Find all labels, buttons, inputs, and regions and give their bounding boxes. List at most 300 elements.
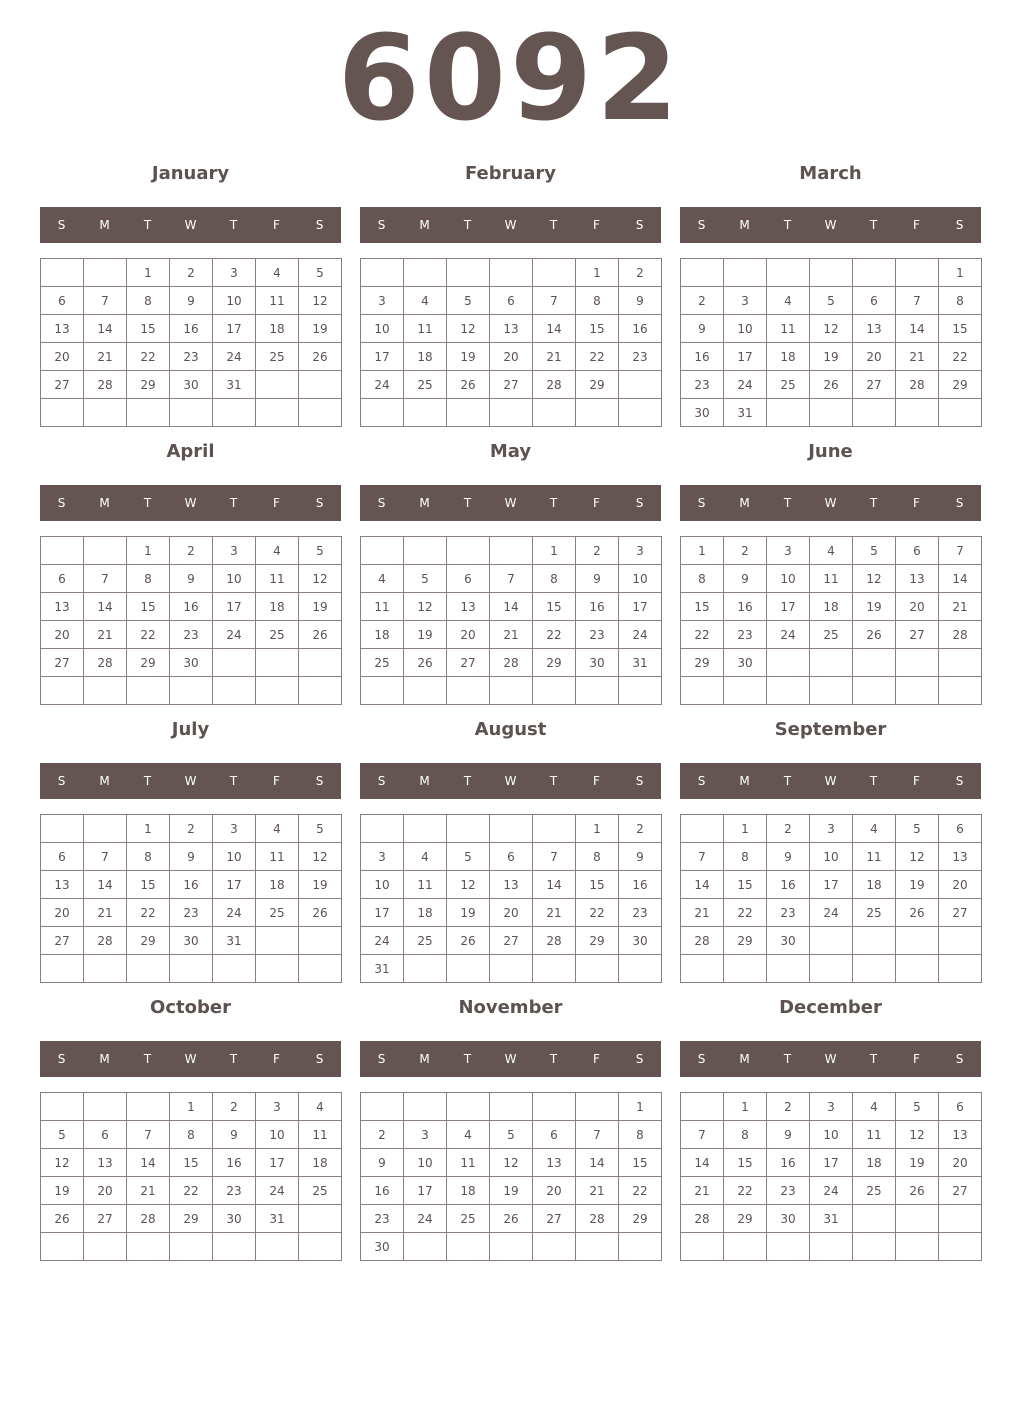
weekday-label: W <box>184 774 197 788</box>
day-cell <box>213 677 256 705</box>
day-cell: 10 <box>724 315 767 343</box>
weekday-label: S <box>635 218 644 232</box>
day-cell <box>896 1233 939 1261</box>
day-cell <box>490 1093 533 1121</box>
day-cell: 10 <box>213 565 256 593</box>
day-cell <box>896 677 939 705</box>
weekday-label: T <box>143 496 152 510</box>
day-cell <box>853 649 896 677</box>
week-row <box>41 343 342 371</box>
month-name: January <box>151 163 230 184</box>
day-cell <box>127 1093 170 1121</box>
day-cell <box>896 399 939 427</box>
day-cell: 16 <box>170 593 213 621</box>
day-cell: 6 <box>41 843 84 871</box>
weekday-label: W <box>504 218 517 232</box>
week-row <box>361 1093 662 1121</box>
weekday-label: T <box>549 218 558 232</box>
day-cell: 9 <box>170 287 213 315</box>
week-row <box>361 1177 662 1205</box>
day-cell <box>853 927 896 955</box>
day-cell: 22 <box>681 621 724 649</box>
day-cell: 18 <box>256 871 299 899</box>
day-cell: 5 <box>896 815 939 843</box>
day-cell: 6 <box>41 287 84 315</box>
day-cell <box>447 815 490 843</box>
day-cell: 17 <box>810 1149 853 1177</box>
day-cell: 5 <box>490 1121 533 1149</box>
day-cell: 6 <box>939 1093 982 1121</box>
day-cell <box>939 955 982 983</box>
day-cell <box>896 955 939 983</box>
day-cell <box>490 399 533 427</box>
day-cell <box>853 677 896 705</box>
day-cell: 23 <box>619 899 662 927</box>
day-cell: 5 <box>810 287 853 315</box>
day-cell: 26 <box>41 1205 84 1233</box>
day-cell: 10 <box>810 843 853 871</box>
day-cell: 17 <box>213 315 256 343</box>
weekday-label: M <box>99 496 110 510</box>
day-cell: 16 <box>213 1149 256 1177</box>
day-cell: 12 <box>299 843 342 871</box>
day-cell: 27 <box>84 1205 127 1233</box>
day-grid <box>680 536 982 705</box>
day-cell: 28 <box>84 649 127 677</box>
day-cell <box>533 677 576 705</box>
week-row <box>681 1205 982 1233</box>
day-cell <box>84 1233 127 1261</box>
weekday-label: S <box>57 1052 66 1066</box>
day-cell: 16 <box>767 871 810 899</box>
weekday-header <box>40 207 341 243</box>
day-cell <box>41 399 84 427</box>
day-cell: 5 <box>41 1121 84 1149</box>
day-cell: 13 <box>490 871 533 899</box>
day-cell: 1 <box>576 815 619 843</box>
day-cell <box>404 677 447 705</box>
day-cell: 6 <box>41 565 84 593</box>
weekday-label: T <box>229 218 238 232</box>
day-cell: 14 <box>490 593 533 621</box>
day-cell: 5 <box>299 815 342 843</box>
day-cell: 22 <box>127 621 170 649</box>
weekday-label: F <box>273 774 280 788</box>
day-cell <box>490 1233 533 1261</box>
day-cell: 11 <box>256 565 299 593</box>
day-cell: 28 <box>84 927 127 955</box>
day-cell: 17 <box>404 1177 447 1205</box>
weekday-label: S <box>377 496 386 510</box>
day-cell <box>810 399 853 427</box>
day-cell: 1 <box>127 537 170 565</box>
weekday-label: M <box>99 218 110 232</box>
day-cell: 21 <box>84 343 127 371</box>
month-name: July <box>171 719 210 740</box>
day-cell: 26 <box>447 371 490 399</box>
month-name: April <box>166 441 215 462</box>
day-cell: 25 <box>853 1177 896 1205</box>
day-cell: 30 <box>170 649 213 677</box>
day-cell: 9 <box>724 565 767 593</box>
day-cell: 19 <box>299 315 342 343</box>
day-cell: 26 <box>299 343 342 371</box>
week-row <box>41 537 342 565</box>
day-cell: 23 <box>576 621 619 649</box>
month-name: February <box>464 163 557 184</box>
day-cell: 28 <box>576 1205 619 1233</box>
day-cell: 2 <box>681 287 724 315</box>
day-cell <box>896 649 939 677</box>
day-cell: 2 <box>170 815 213 843</box>
day-cell: 22 <box>127 899 170 927</box>
day-cell: 8 <box>576 287 619 315</box>
day-cell: 28 <box>533 371 576 399</box>
weekday-label: T <box>869 496 878 510</box>
day-cell: 3 <box>361 287 404 315</box>
day-cell: 15 <box>724 871 767 899</box>
day-cell: 25 <box>361 649 404 677</box>
week-row <box>361 1149 662 1177</box>
weekday-label: S <box>635 1052 644 1066</box>
weekday-label: S <box>635 774 644 788</box>
day-cell: 14 <box>533 315 576 343</box>
day-cell: 25 <box>810 621 853 649</box>
weekday-label: T <box>143 218 152 232</box>
day-cell: 27 <box>490 371 533 399</box>
day-cell: 22 <box>170 1177 213 1205</box>
day-cell: 11 <box>404 315 447 343</box>
day-cell: 4 <box>404 843 447 871</box>
day-grid <box>40 1092 342 1261</box>
day-cell <box>896 1205 939 1233</box>
week-row <box>41 899 342 927</box>
weekday-label: M <box>419 218 430 232</box>
day-cell <box>939 1205 982 1233</box>
day-cell: 11 <box>853 1121 896 1149</box>
day-cell <box>681 1233 724 1261</box>
day-cell <box>767 1233 810 1261</box>
day-cell: 13 <box>896 565 939 593</box>
day-cell: 23 <box>767 1177 810 1205</box>
day-cell <box>447 1233 490 1261</box>
day-cell: 10 <box>256 1121 299 1149</box>
day-cell: 4 <box>299 1093 342 1121</box>
day-cell: 23 <box>213 1177 256 1205</box>
day-cell <box>41 955 84 983</box>
day-cell <box>576 1093 619 1121</box>
day-cell: 30 <box>576 649 619 677</box>
day-cell: 22 <box>939 343 982 371</box>
day-cell: 17 <box>724 343 767 371</box>
day-cell: 20 <box>447 621 490 649</box>
day-cell: 11 <box>447 1149 490 1177</box>
day-cell <box>299 1205 342 1233</box>
day-cell: 28 <box>84 371 127 399</box>
day-cell: 25 <box>447 1205 490 1233</box>
day-cell <box>767 399 810 427</box>
day-cell <box>810 927 853 955</box>
day-cell: 14 <box>896 315 939 343</box>
day-cell <box>447 399 490 427</box>
day-cell: 19 <box>299 593 342 621</box>
week-row <box>681 649 982 677</box>
day-cell: 12 <box>447 871 490 899</box>
week-row <box>681 259 982 287</box>
day-cell: 7 <box>533 287 576 315</box>
weekday-label: M <box>99 774 110 788</box>
day-cell: 7 <box>84 287 127 315</box>
day-cell: 8 <box>170 1121 213 1149</box>
day-cell <box>127 677 170 705</box>
day-cell: 30 <box>213 1205 256 1233</box>
day-cell <box>213 1233 256 1261</box>
day-cell: 4 <box>810 537 853 565</box>
day-cell <box>127 1233 170 1261</box>
day-cell: 12 <box>299 565 342 593</box>
weekday-label: T <box>229 496 238 510</box>
day-cell: 29 <box>127 649 170 677</box>
week-row <box>361 871 662 899</box>
day-cell: 13 <box>41 315 84 343</box>
day-cell: 23 <box>170 899 213 927</box>
day-cell: 29 <box>533 649 576 677</box>
day-cell: 8 <box>681 565 724 593</box>
day-cell <box>256 955 299 983</box>
week-row <box>41 399 342 427</box>
day-cell: 15 <box>533 593 576 621</box>
weekday-label: S <box>697 218 706 232</box>
week-row <box>41 621 342 649</box>
day-cell: 4 <box>447 1121 490 1149</box>
day-cell: 23 <box>681 371 724 399</box>
weekday-label: T <box>869 1052 878 1066</box>
day-cell <box>299 399 342 427</box>
day-cell: 27 <box>41 649 84 677</box>
day-cell: 28 <box>681 1205 724 1233</box>
day-cell: 21 <box>84 621 127 649</box>
day-cell: 12 <box>853 565 896 593</box>
week-row <box>361 843 662 871</box>
day-cell: 17 <box>767 593 810 621</box>
day-cell: 3 <box>724 287 767 315</box>
day-cell <box>84 955 127 983</box>
day-cell <box>447 1093 490 1121</box>
day-cell: 29 <box>170 1205 213 1233</box>
day-cell: 24 <box>810 899 853 927</box>
day-cell <box>576 677 619 705</box>
day-cell: 15 <box>127 315 170 343</box>
day-cell <box>533 1233 576 1261</box>
day-cell <box>939 927 982 955</box>
weekday-label: S <box>315 218 324 232</box>
day-cell: 15 <box>681 593 724 621</box>
day-cell: 20 <box>533 1177 576 1205</box>
weekday-label: T <box>229 1052 238 1066</box>
day-cell: 19 <box>404 621 447 649</box>
day-cell: 13 <box>41 871 84 899</box>
day-cell: 31 <box>810 1205 853 1233</box>
day-cell: 5 <box>853 537 896 565</box>
weekday-header <box>680 1041 981 1077</box>
day-cell: 7 <box>127 1121 170 1149</box>
day-cell: 5 <box>299 537 342 565</box>
day-cell: 16 <box>576 593 619 621</box>
day-cell: 20 <box>41 621 84 649</box>
weekday-label: F <box>593 774 600 788</box>
day-cell: 18 <box>447 1177 490 1205</box>
day-cell: 17 <box>619 593 662 621</box>
day-cell <box>853 1233 896 1261</box>
day-cell: 16 <box>361 1177 404 1205</box>
day-cell <box>853 259 896 287</box>
day-cell: 5 <box>896 1093 939 1121</box>
day-cell <box>299 677 342 705</box>
week-row <box>361 565 662 593</box>
weekday-label: F <box>913 218 920 232</box>
day-cell <box>767 677 810 705</box>
day-cell: 24 <box>724 371 767 399</box>
day-cell <box>533 259 576 287</box>
day-cell: 30 <box>170 927 213 955</box>
week-row <box>361 537 662 565</box>
day-cell <box>41 815 84 843</box>
day-cell: 30 <box>681 399 724 427</box>
day-cell: 5 <box>447 843 490 871</box>
day-cell: 10 <box>213 287 256 315</box>
day-cell: 17 <box>256 1149 299 1177</box>
day-cell: 4 <box>361 565 404 593</box>
week-row <box>361 593 662 621</box>
day-cell: 19 <box>447 343 490 371</box>
weekday-label: F <box>273 1052 280 1066</box>
day-cell: 11 <box>404 871 447 899</box>
day-cell: 19 <box>853 593 896 621</box>
week-row <box>41 1149 342 1177</box>
day-cell: 27 <box>853 371 896 399</box>
week-row <box>681 399 982 427</box>
day-cell: 28 <box>490 649 533 677</box>
weekday-label: M <box>739 774 750 788</box>
day-cell: 31 <box>213 371 256 399</box>
day-cell: 3 <box>213 259 256 287</box>
day-cell: 7 <box>490 565 533 593</box>
day-cell: 11 <box>256 287 299 315</box>
day-cell <box>767 259 810 287</box>
weekday-label: W <box>504 1052 517 1066</box>
day-cell: 4 <box>256 259 299 287</box>
day-cell: 6 <box>84 1121 127 1149</box>
day-cell: 21 <box>533 343 576 371</box>
day-cell: 12 <box>404 593 447 621</box>
day-cell: 8 <box>619 1121 662 1149</box>
day-cell: 15 <box>939 315 982 343</box>
day-cell <box>256 1233 299 1261</box>
day-grid <box>360 1092 662 1261</box>
day-cell: 1 <box>533 537 576 565</box>
day-cell: 27 <box>896 621 939 649</box>
day-cell: 1 <box>724 815 767 843</box>
day-cell <box>576 399 619 427</box>
month-name: June <box>808 441 853 462</box>
day-cell <box>361 399 404 427</box>
weekday-label: S <box>57 496 66 510</box>
day-cell <box>404 537 447 565</box>
weekday-label: T <box>783 496 792 510</box>
day-cell <box>810 1233 853 1261</box>
weekday-label: S <box>377 774 386 788</box>
day-cell: 26 <box>490 1205 533 1233</box>
week-row <box>361 1121 662 1149</box>
week-row <box>361 287 662 315</box>
weekday-label: S <box>57 218 66 232</box>
weekday-header <box>680 485 981 521</box>
day-cell <box>619 955 662 983</box>
day-cell <box>939 1233 982 1261</box>
day-cell: 12 <box>41 1149 84 1177</box>
day-cell: 13 <box>533 1149 576 1177</box>
weekday-label: S <box>315 1052 324 1066</box>
day-cell <box>853 955 896 983</box>
day-cell: 22 <box>127 343 170 371</box>
day-cell <box>619 1233 662 1261</box>
day-cell: 31 <box>361 955 404 983</box>
day-cell: 20 <box>939 1149 982 1177</box>
day-cell <box>724 955 767 983</box>
week-row <box>361 677 662 705</box>
day-cell: 4 <box>853 815 896 843</box>
weekday-label: M <box>419 774 430 788</box>
weekday-label: M <box>419 496 430 510</box>
day-cell: 24 <box>213 899 256 927</box>
weekday-label: W <box>824 496 837 510</box>
weekday-label: S <box>377 218 386 232</box>
day-cell: 20 <box>490 343 533 371</box>
day-cell <box>724 259 767 287</box>
weekday-header <box>360 485 661 521</box>
weekday-header <box>360 207 661 243</box>
day-cell: 15 <box>170 1149 213 1177</box>
weekday-label: S <box>955 218 964 232</box>
day-cell: 24 <box>361 371 404 399</box>
month-name: May <box>489 441 532 462</box>
day-cell <box>490 259 533 287</box>
day-cell <box>681 1093 724 1121</box>
day-cell <box>213 399 256 427</box>
day-cell: 4 <box>853 1093 896 1121</box>
day-cell <box>299 1233 342 1261</box>
weekday-label: S <box>955 496 964 510</box>
month-name: March <box>799 163 862 184</box>
weekday-label: W <box>824 1052 837 1066</box>
day-cell: 14 <box>84 593 127 621</box>
day-cell: 17 <box>810 871 853 899</box>
day-cell: 28 <box>127 1205 170 1233</box>
day-cell: 28 <box>681 927 724 955</box>
day-cell <box>533 1093 576 1121</box>
day-cell: 11 <box>810 565 853 593</box>
weekday-label: T <box>463 1052 472 1066</box>
day-cell: 29 <box>681 649 724 677</box>
month-name: December <box>779 997 882 1018</box>
day-cell: 14 <box>576 1149 619 1177</box>
day-cell <box>256 927 299 955</box>
day-cell: 3 <box>810 1093 853 1121</box>
day-cell: 18 <box>767 343 810 371</box>
day-cell: 24 <box>256 1177 299 1205</box>
day-cell <box>533 399 576 427</box>
day-cell: 8 <box>724 843 767 871</box>
